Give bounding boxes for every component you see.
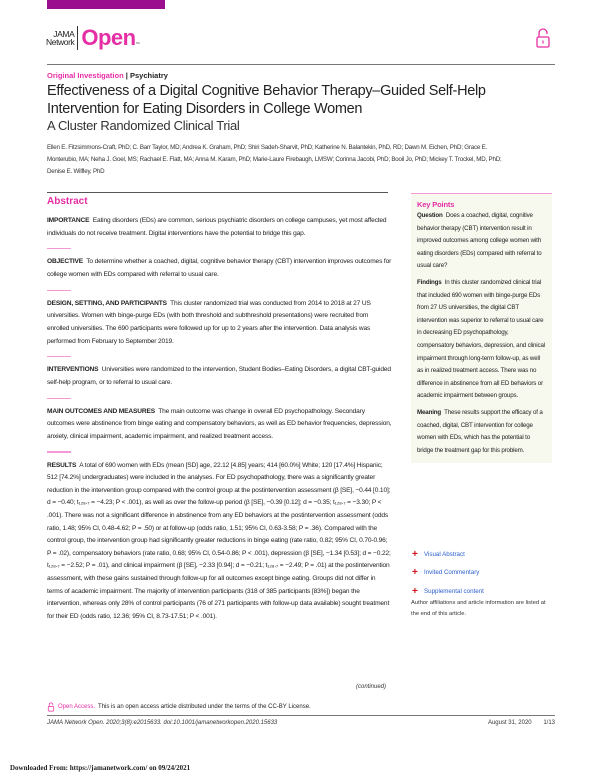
author-list: Ellen E. Fitzsimmons-Craft, PhD; C. Barr Taylor, MD; Andrea K. Graham, PhD; Shiri Sadeh-Sharvit, PhD; Katherine N. Balantekin, PhD, RD; Dawn M. Eichen, PhD; Grace E. Monterubio, MA; Neha J. Goel, MS; Rachael E. Flatt, MA; Anna M. Karam, PhD; Marie-Laure Firebaugh, LMSW; Corinna Jacobi, PhD; Booil Jo, PhD; Mickey T. Trockel, MD, PhD; Denise E. Wilfley, PhD bbox=[47, 144, 502, 175]
journal-logo bbox=[46, 24, 140, 52]
open-access-text: This is an open access article distributed under the terms of the CC-BY License. bbox=[98, 704, 311, 710]
section-label: RESULTS bbox=[47, 461, 77, 469]
key-points-box bbox=[411, 193, 552, 463]
divider bbox=[47, 290, 71, 291]
plus-icon: + bbox=[412, 585, 418, 597]
plus-icon: + bbox=[412, 567, 418, 579]
affiliations-note: Author affiliations and article information are listed at the end of this article. bbox=[411, 600, 546, 617]
abstract-outcomes bbox=[47, 406, 392, 444]
journal-color-bar bbox=[47, 0, 165, 9]
key-point-text: These results support the efficacy of a coached, digital, CBT intervention for college women with EDs, which has the potential to bridge the treatment gap for this problem. bbox=[417, 408, 543, 454]
citation: JAMA Network Open. 2020;3(8):e2015633. doi:10.1001/jamanetworkopen.2020.15633 bbox=[47, 720, 278, 726]
open-access-label[interactable]: Open Access. bbox=[58, 704, 96, 710]
abstract-design bbox=[47, 298, 392, 348]
key-point-question bbox=[417, 210, 546, 273]
section-label: DESIGN, SETTING, AND PARTICIPANTS bbox=[47, 299, 167, 307]
footer-rule bbox=[47, 715, 555, 716]
continued-note: (continued) bbox=[356, 684, 387, 690]
abstract-importance bbox=[47, 215, 392, 240]
publication-date: August 31, 2020 bbox=[487, 720, 532, 726]
abstract-results bbox=[47, 460, 392, 624]
abstract-interventions bbox=[47, 364, 392, 389]
open-lock-icon bbox=[47, 702, 55, 712]
supplement-links bbox=[412, 545, 484, 601]
article-type bbox=[47, 71, 168, 80]
logo-jama: JAMA bbox=[53, 29, 75, 39]
section-text: Eating disorders (EDs) are common, serious psychiatric disorders on college campuses, yet most affected individuals do not receive treatment. Digital interventions have the potential to bridge this gap. bbox=[47, 217, 387, 237]
section-label: INTERVENTIONS bbox=[47, 366, 99, 374]
divider bbox=[47, 451, 71, 452]
open-access-note bbox=[47, 702, 311, 712]
logo-open: Open bbox=[81, 25, 136, 50]
divider bbox=[47, 248, 71, 249]
link-label[interactable]: Invited Commentary bbox=[424, 569, 480, 577]
link-label[interactable]: Supplemental content bbox=[424, 587, 484, 595]
article-section: Original Investigation bbox=[47, 71, 124, 80]
section-text: This cluster randomized trial was conducted from 2014 to 2018 at 27 US universities. Women with binge-purge EDs (with both threshold and subthreshold presentations) were recruited from enrolled universities. The 690 participants were followed up for up to 2 years after the intervention. Data analysis was performed from February to September 2019. bbox=[47, 299, 371, 345]
key-point-label: Findings bbox=[417, 278, 442, 286]
link-label[interactable]: Visual Abstract bbox=[424, 550, 465, 558]
section-text: To determine whether a coached, digital, cognitive behavior therapy (CBT) intervention improves outcomes for college women with EDs compared with referral to usual care. bbox=[47, 258, 392, 278]
logo-network: Network bbox=[46, 37, 75, 47]
key-point-text: Does a coached, digital, cognitive behavior therapy (CBT) intervention result in improved outcomes among college women with eating disorders (EDs) compared with referral to usual care? bbox=[417, 212, 542, 270]
key-point-findings bbox=[417, 277, 546, 403]
section-text: The main outcome was change in overall ED psychopathology. Secondary outcomes were abstinence from binge eating and compensatory behaviors, as well as ED behavior frequencies, depression, anxiety, clinical impairment, academic impairment, and realized treatment access. bbox=[47, 407, 392, 440]
section-label: MAIN OUTCOMES AND MEASURES bbox=[47, 407, 155, 415]
article-category: Psychiatry bbox=[129, 71, 168, 80]
section-text: Universities were randomized to the intervention, Student Bodies–Eating Disorders, a digital CBT-guided self-help program, or to referral to usual care. bbox=[47, 366, 391, 386]
divider bbox=[47, 356, 71, 357]
page-number: 1/13 bbox=[543, 720, 555, 726]
key-point-text: In this cluster randomized clinical trial that included 690 women with binge-purge EDs from 27 US universities, the digital CBT intervention was superior to referral to usual care in decreasing ED psychopathology, compensatory behaviors, depression, and clinical impairment through long-term follow-up, as well as in realized treatment access. There was no difference in abstinence from all ED behaviors or academic impairment between groups. bbox=[417, 278, 545, 400]
article-title: Effectiveness of a Digital Cognitive Behavior Therapy–Guided Self-Help Intervention for Eating Disorders in College Women bbox=[47, 83, 486, 117]
key-point-meaning bbox=[417, 407, 546, 457]
abstract-body bbox=[47, 215, 392, 631]
abstract-rule bbox=[47, 192, 388, 193]
open-lock-icon bbox=[535, 27, 551, 49]
key-point-label: Question bbox=[417, 212, 443, 219]
abstract-heading: Abstract bbox=[47, 196, 88, 207]
visual-abstract-link[interactable] bbox=[412, 545, 484, 564]
plus-icon: + bbox=[412, 548, 418, 560]
section-label: IMPORTANCE bbox=[47, 217, 90, 224]
download-note: Downloaded From: https://jamanetwork.com/ on 09/24/2021 bbox=[10, 764, 191, 772]
article-subtitle: A Cluster Randomized Clinical Trial bbox=[47, 118, 240, 133]
section-text: A total of 690 women with EDs (mean [SD] age, 22.12 [4.85] years; 414 [60.0%] White; 120 [17.4%] Hispanic; 512 [74.2%] undergraduates) were included in the analyses. For ED psychopathology, there was a significantly greater reduction in the intervention group compared with the control group at the postintervention assessment (β [SE], −0.44 [0.10]; d = −0.40; t₁₂₈.₇ = −4.23; P < .001), as well as over the follow-up period (β [SE], −0.39 [0.12]; d = −0.35; t₁₂₈.₇ = −3.30; P < .001). There was not a significant difference in abstinence from any ED behaviors at the postintervention assessment (odds ratio, 1.48; 95% CI, 0.48-4.62; P = .50) or at follow-up (odds ratio, 1.51; 95% CI, 0.63-3.58; P = .36). Compared with the control group, the intervention group had significantly greater reductions in binge eating (rate ratio, 0.82; 95% CI, 0.70-0.96; P = .02), compensatory behaviors (rate ratio, 0.68; 95% CI, 0.54-0.86; P < .001), depression (β [SE], −1.34 [0.53]; d = −0.22; t₁₂₈.₇ = −2.52; P = .01), and clinical impairment (β [SE], −2.33 [0.94]; d = −0.21; t₁₂₈.₇ = −2.49; P = .01) at the postintervention assessment, with these gains sustained through follow-up for all outcomes except binge eating. Groups did not differ in terms of academic impairment. The majority of intervention participants (318 of 385 participants [83%]) began the intervention, whereas only 28% of control participants (76 of 271 participants with follow-up data available) sought treatment for their ED (odds ratio, 12.36; 95% CI, 8.73-17.51; P < .001). bbox=[47, 461, 391, 620]
page-footer bbox=[47, 720, 555, 726]
abstract-objective bbox=[47, 256, 392, 281]
section-label: OBJECTIVE bbox=[47, 258, 84, 266]
invited-commentary-link[interactable] bbox=[412, 564, 484, 583]
separator: | bbox=[125, 71, 128, 80]
header-rule bbox=[47, 64, 555, 65]
key-points-heading: Key Points bbox=[417, 200, 455, 209]
logo-tm: ™ bbox=[135, 41, 140, 46]
key-point-label: Meaning bbox=[417, 408, 442, 416]
divider bbox=[47, 398, 71, 399]
